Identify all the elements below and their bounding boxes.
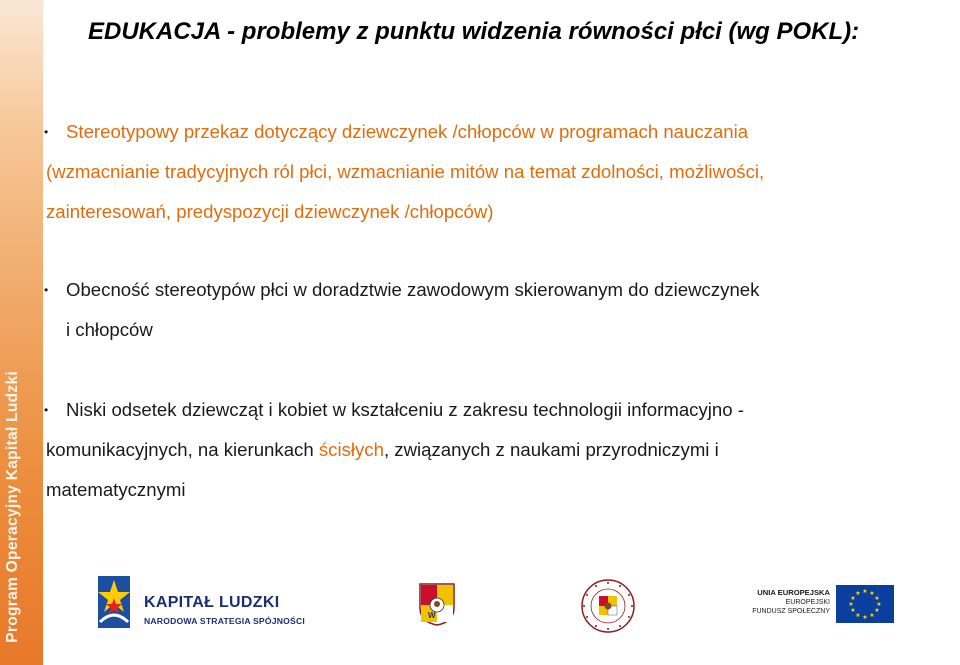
bullet-text-line: Stereotypowy przekaz dotyczący dziewczynek /chłopców w programach nauczania: [66, 121, 749, 142]
highlighted-word: ścisłych: [318, 439, 384, 460]
eu-fund-label: [750, 588, 830, 615]
svg-text:★: ★: [874, 595, 880, 602]
program-side-band: [0, 0, 43, 665]
svg-text:★: ★: [874, 607, 880, 614]
kapital-ludzki-logo-icon: [94, 572, 134, 632]
bullet-marker: •: [44, 403, 49, 417]
bullet-text-line: i chłopców: [66, 319, 153, 340]
bullet-text-line: Niski odsetek dziewcząt i kobiet w kształceniu z zakresu technologii informacyjno -: [66, 399, 744, 420]
svg-text:★: ★: [850, 595, 856, 602]
kapital-ludzki-wordmark: [144, 594, 305, 626]
svg-text:★: ★: [855, 590, 861, 597]
slide-content: [46, 112, 946, 510]
bullet-text-line: Obecność stereotypów płci w doradztwie zawodowym skierowanym do dziewczynek: [66, 279, 760, 300]
svg-text:W: W: [428, 611, 436, 620]
eu-social-fund-label: FUNDUSZ SPOŁECZNY: [752, 608, 830, 615]
svg-text:★: ★: [869, 590, 875, 597]
eu-european-label: EUROPEJSKI: [785, 599, 830, 606]
wroclaw-coat-of-arms-icon: [418, 582, 456, 626]
bullet-text-line: [46, 430, 946, 470]
bullet-text-line: matematycznymi: [46, 479, 186, 500]
bullet-text-segment: komunikacyjnych, na kierunkach: [46, 439, 319, 460]
svg-text:★: ★: [855, 612, 861, 619]
svg-text:★: ★: [876, 601, 882, 608]
bullet-text-line: zainteresowań, predyspozycji dziewczynek /chłopców): [46, 201, 494, 222]
logo-footer: [48, 542, 960, 665]
eu-union-label: UNIA EUROPEJSKA: [757, 588, 830, 597]
bullet-marker: •: [44, 283, 49, 297]
slide-title: EDUKACJA - problemy z punktu widzenia równości płci (wg POKL):: [88, 18, 860, 45]
bullet-text-line: (wzmacnianie tradycyjnych ról płci, wzmacnianie mitów na temat zdolności, możliwości,: [46, 161, 765, 182]
bullet-stereotypes-curriculum: [46, 112, 946, 232]
bullet-text-segment: , związanych z naukami przyrodniczymi i: [383, 439, 719, 460]
kapital-ludzki-subtitle: NARODOWA STRATEGIA SPÓJNOŚCI: [144, 616, 305, 626]
bullet-career-counselling: [46, 270, 946, 350]
svg-text:★: ★: [850, 607, 856, 614]
bullet-ict-education: [46, 390, 946, 510]
svg-text:★: ★: [862, 614, 868, 621]
eu-flag-icon: [836, 585, 894, 623]
program-name-vertical: Program Operacyjny Kapitał Ludzki: [4, 371, 21, 643]
svg-text:★: ★: [848, 601, 854, 608]
municipal-association-seal-icon: [580, 578, 636, 634]
kapital-ludzki-title: KAPITAŁ LUDZKI: [144, 594, 280, 611]
svg-text:★: ★: [869, 612, 875, 619]
svg-text:★: ★: [862, 588, 868, 595]
bullet-marker: •: [44, 125, 49, 139]
